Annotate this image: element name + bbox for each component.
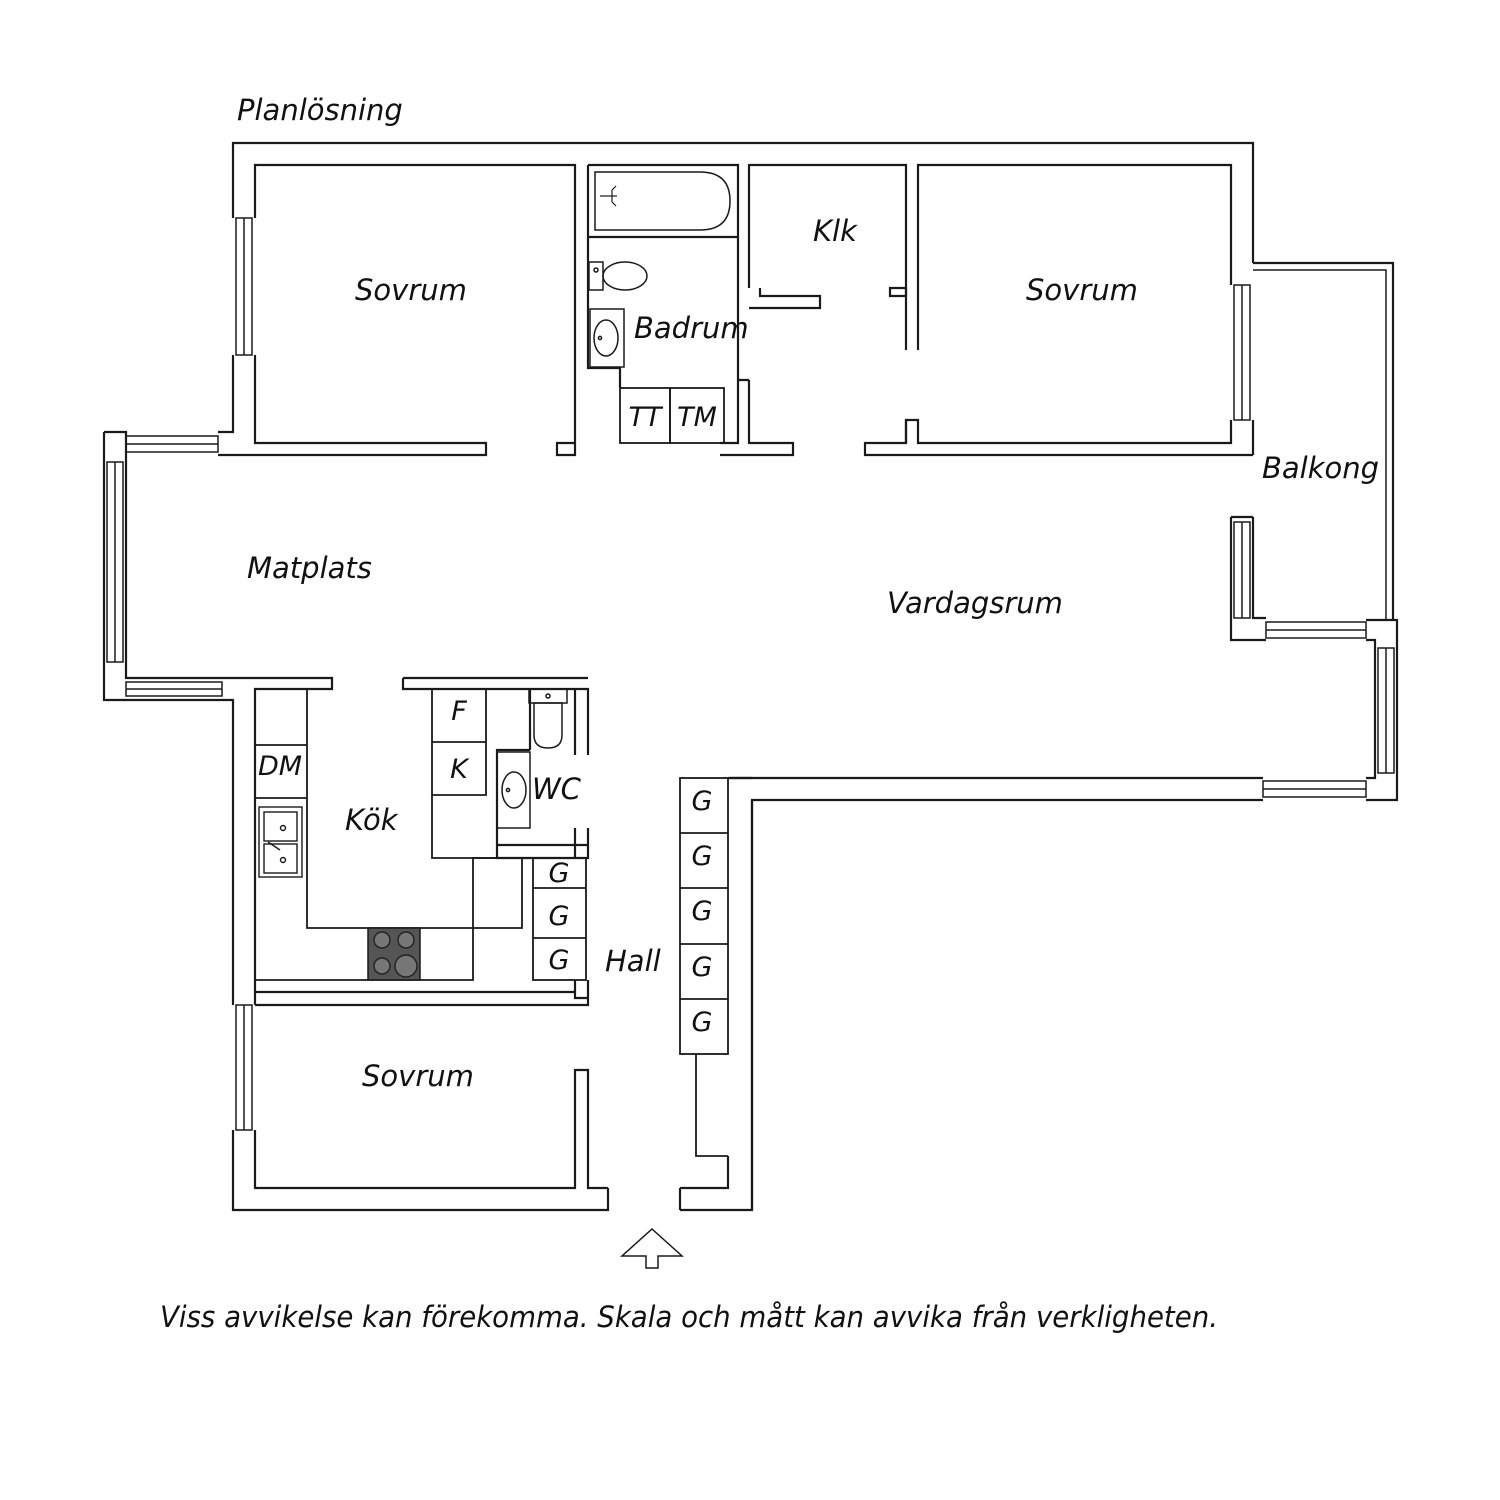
outer-wall-left-upper [218,355,486,455]
wardrobe-label: G [691,952,713,983]
wardrobe-label: G [691,786,713,817]
outer-wall-east-bay [730,620,1397,800]
windows [107,218,1394,1130]
closet-wall [890,288,906,443]
sink-icon [590,309,624,367]
fixture-label-tm: TM [677,402,717,433]
room-label-hall: Hall [605,944,661,978]
shower-icon [600,186,617,206]
entrance-wall [680,800,1263,1210]
room-label-klk: Klk [813,214,857,248]
room-label-sovrum-1: Sovrum [355,273,467,307]
wardrobe-label: G [691,1007,713,1038]
room-label-vardagsrum: Vardagsrum [887,586,1063,620]
room-label-matplats: Matplats [247,551,372,585]
kitchen-walls [403,678,588,858]
wardrobe-label: G [691,896,713,927]
wc-sink-icon [497,752,530,828]
fixture-label-tt: TT [628,402,662,433]
wardrobe-label: G [691,841,713,872]
wardrobe-label: G [548,901,570,932]
plan-title: Planlösning [237,93,403,127]
room-label-sovrum-3: Sovrum [362,1059,474,1093]
outer-wall-west-bay [104,432,222,700]
bathtub [595,172,730,230]
entrance-arrow-icon [622,1229,682,1268]
toilet-icon [589,262,647,290]
room-label-wc: WC [532,772,581,806]
east-wall-lower [728,778,752,1210]
room-label-balkong: Balkong [1262,451,1380,485]
fixture-label-f: F [451,696,467,727]
fixture-label-k: K [450,754,468,785]
room-label-sovrum-2: Sovrum [1026,273,1138,307]
stove-icon [368,928,420,980]
disclaimer-text: Viss avvikelse kan förekomma. Skala och mått kan avvika från verkligheten. [160,1300,1218,1334]
room-label-kok: Kök [345,803,398,837]
room-label-badrum: Badrum [634,311,749,345]
hall-wall [255,980,588,1005]
wardrobe-label: G [548,858,570,889]
wardrobe-label: G [548,945,570,976]
balcony-railing [1253,270,1386,620]
wc-toilet-icon [529,689,567,748]
kitchen-sink-icon [259,807,302,877]
fixture-label-dm: DM [257,751,303,782]
